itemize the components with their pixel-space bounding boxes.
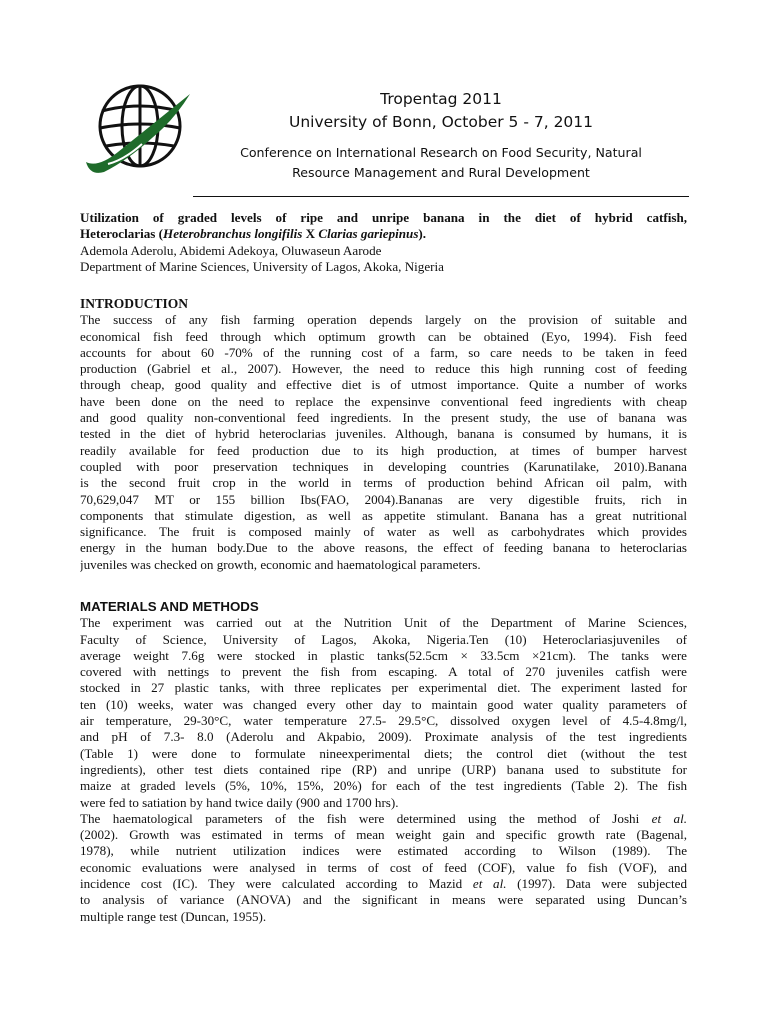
paragraph-line: incidence cost (IC). They were calculated according to Mazid et al. (1997). Data were subjected bbox=[80, 876, 687, 892]
globe-leaf-logo-icon bbox=[78, 76, 198, 188]
conference-venue-date: University of Bonn, October 5 - 7, 2011 bbox=[288, 113, 594, 131]
paragraph-line: have been done on the need to replace the expensinve conventional feed ingredients with cheap bbox=[80, 393, 687, 409]
paragraph-line: and good quality non-conventional feed ingredients. In the present study, the use of banana was bbox=[80, 410, 687, 426]
paragraph-line: juveniles was checked on growth, economic and haematological parameters. bbox=[80, 556, 481, 572]
paragraph-line: energy in the human body.Due to the above reasons, the effect of feeding banana to heteroclarias bbox=[80, 540, 687, 556]
conference-subtitle-line-1: Conference on International Research on Food Security, Natural bbox=[240, 145, 642, 160]
methods-heading: MATERIALS AND METHODS bbox=[80, 599, 259, 614]
paragraph-line: air temperature, 29-30°C, water temperature 27.5- 29.5°C, dissolved oxygen level of 4.5-4.8mg/l, bbox=[80, 713, 687, 729]
methods-paragraph-2-end bbox=[80, 892, 687, 925]
methods-paragraph-1 bbox=[80, 615, 687, 811]
paragraph-line: economic evaluations were analysed in terms of cost of feed (COF), value fo fish (VOF), and bbox=[80, 859, 687, 875]
methods-paragraph-2-body bbox=[80, 827, 687, 876]
introduction-heading: INTRODUCTION bbox=[80, 296, 189, 311]
paragraph-line: economical fish feed through which optimum growth can be obtained (Eyo, 1994). Fish feed bbox=[80, 328, 687, 344]
paragraph-line: stocked in 27 plastic tanks, with three replicates per experimental diet. The experiment lasted for bbox=[80, 680, 687, 696]
paragraph-line: Faculty of Science, University of Lagos, Akoka, Nigeria.Ten (10) Heteroclariasjuveniles of bbox=[80, 631, 687, 647]
paragraph-line: ten (10) weeks, water was changed every other day to maintain good water quality parameters of bbox=[80, 696, 687, 712]
paragraph-line: covered with nettings to prevent the fish from escaping. A total of 270 juveniles catfish were bbox=[80, 664, 687, 680]
title-line-1: Utilization of graded levels of ripe and unripe banana in the diet of hybrid catfish, bbox=[80, 210, 687, 225]
paragraph-line: components that stimulate digestion, as well as appetite stimulant. Banana has a great nutritional bbox=[80, 507, 687, 523]
paragraph-line: The haematological parameters of the fish were determined using the method of Joshi et al. bbox=[80, 810, 687, 826]
paragraph-line: accounts for about 60 -70% of the running cost of a farm, so care needs to be taken in feed bbox=[80, 344, 687, 360]
paragraph-line: maize at graded levels (5%, 10%, 15%, 20%) for each of the test ingredients (Table 2). The fish bbox=[80, 778, 687, 794]
paragraph-line: were fed to satiation by hand twice daily (900 and 1700 hrs). bbox=[80, 794, 399, 810]
paragraph-line: 70,629,047 MT or 155 billion Ibs(FAO, 2004).Bananas are very digestible fruits, rich in bbox=[80, 491, 687, 507]
paragraph-line: ingredients), other test diets contained ripe (RP) and unripe (URP) banana used to substitute for bbox=[80, 761, 687, 777]
methods-section bbox=[80, 599, 687, 925]
paragraph-line: and pH of 7.3- 8.0 (Aderolu and Akpabio, 2009). Proximate analysis of the test ingredients bbox=[80, 729, 687, 745]
conference-subtitle-line-2: Resource Management and Rural Development bbox=[292, 165, 590, 180]
paragraph-line: (Table 1) were done to formulate nineexperimental diets; the control diet (without the test bbox=[80, 745, 687, 761]
paragraph-line: average weight 7.6g were stocked in plastic tanks(52.5cm × 33.5cm ×21cm). The tanks were bbox=[80, 647, 687, 663]
header-divider bbox=[193, 196, 689, 197]
paragraph-line: The experiment was carried out at the Nutrition Unit of the Department of Marine Sciences, bbox=[80, 615, 687, 631]
paragraph-line: The success of any fish farming operation depends largely on the provision of suitable and bbox=[80, 312, 687, 328]
affiliation: Department of Marine Sciences, University of Lagos, Akoka, Nigeria bbox=[80, 258, 444, 274]
paragraph-line: 1978), while nutrient utilization indices were estimated according to Wilson (1989). The bbox=[80, 843, 687, 859]
paragraph-line: production (Gabriel et al., 2007). However, the need to reduce this high running cost of feeding bbox=[80, 361, 687, 377]
paragraph-line: significance. The fruit is composed mainly of water as well as carbohydrates which provides bbox=[80, 524, 687, 540]
paragraph-line: coupled with poor preservation techniques in developing countries (Karunatilake, 2010).Banana bbox=[80, 458, 687, 474]
authors: Ademola Aderolu, Abidemi Adekoya, Oluwaseun Aarode bbox=[80, 242, 382, 258]
paragraph-line: readily available for feed production due to its high production, at times of bumper harvest bbox=[80, 442, 687, 458]
paragraph-line: is the second fruit crop in the world in terms of production behind African oil palm, with bbox=[80, 475, 687, 491]
conference-name: Tropentag 2011 bbox=[380, 90, 502, 108]
paragraph-line: (2002). Growth was estimated in terms of mean weight gain and specific growth rate (Bagenal, bbox=[80, 827, 687, 843]
methods-paragraph-2 bbox=[80, 811, 687, 925]
paragraph-line: multiple range test (Duncan, 1955). bbox=[80, 908, 267, 924]
conference-subtitle bbox=[196, 143, 686, 183]
paragraph-line: tested in the diet of hybrid heteroclarias juveniles. Although, banana is consumed by humans, it is bbox=[80, 426, 687, 442]
title-line-2: Heteroclarias (Heterobranchus longifilis X Clarias gariepinus). bbox=[80, 226, 427, 242]
introduction-section bbox=[80, 296, 687, 573]
paper-title bbox=[80, 210, 687, 275]
paragraph-line: through cheap, good quality and effective diet is of utmost importance. Quite a number of works bbox=[80, 377, 687, 393]
introduction-body bbox=[80, 312, 687, 573]
paragraph-line: to analysis of variance (ANOVA) and the significant in means were separated using Duncan’s bbox=[80, 892, 687, 908]
